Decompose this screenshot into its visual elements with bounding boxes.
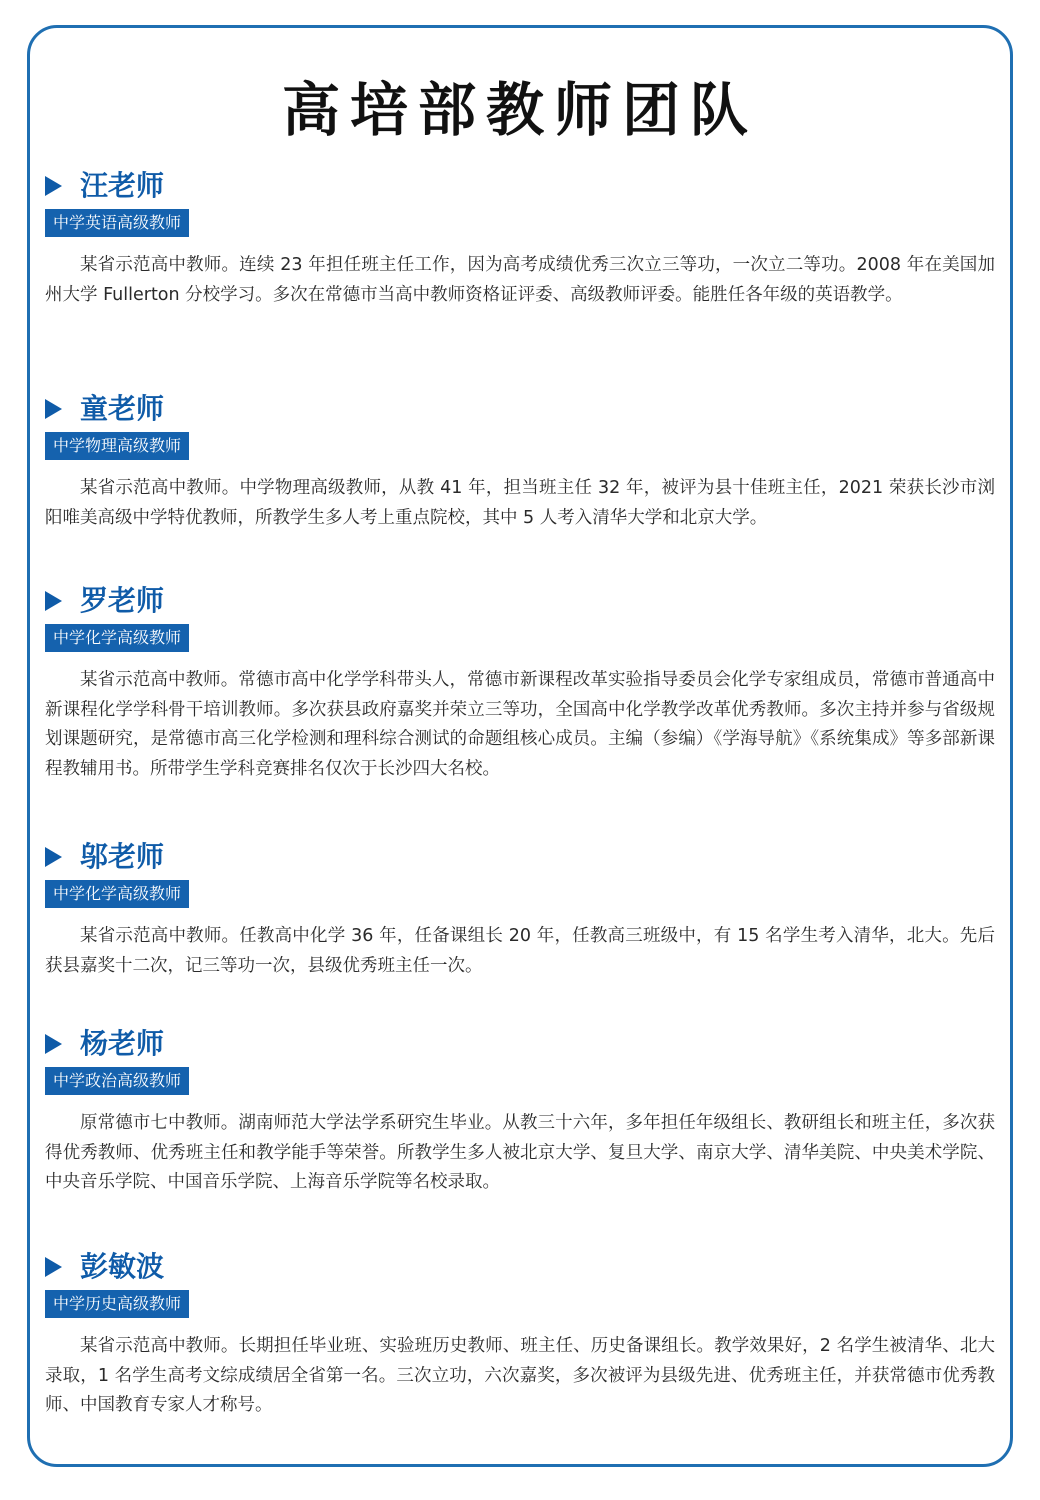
teacher-header [45,1023,995,1065]
teacher-card [45,388,995,533]
teacher-name: 童老师 [80,392,165,425]
teacher-bio: 原常德市七中教师。湖南师范大学法学系研究生毕业。从教三十六年，多年担任年级组长、教研组长和班主任，多次获得优秀教师、优秀班主任和教学能手等荣誉。所教学生多人被北京大学、复旦大学、南京大学、清华美院、中央美术学院、中央音乐学院、中国音乐学院、上海音乐学院等名校录取。 [45,1113,995,1192]
teacher-title-badge: 中学英语高级教师 [45,209,189,237]
teacher-name: 彭敏波 [80,1250,165,1283]
teacher-card [45,1023,995,1198]
teacher-bio: 某省示范高中教师。任教高中化学 36 年，任备课组长 20 年，任教高三班级中，有 15 名学生考入清华，北大。先后获县嘉奖十二次，记三等功一次，县级优秀班主任一次。 [45,926,995,976]
teacher-bio: 某省示范高中教师。连续 23 年担任班主任工作，因为高考成绩优秀三次立三等功，一次立二等功。2008 年在美国加州大学 Fullerton 分校学习。多次在常德市当高中教师资格证评委、高级教师评委。能胜任各年级的英语教学。 [45,255,995,305]
teacher-title-badge: 中学政治高级教师 [45,1067,189,1095]
play-arrow-icon [45,591,62,611]
play-arrow-icon [45,1034,62,1054]
teacher-name: 汪老师 [80,169,165,202]
teacher-header [45,388,995,430]
teacher-bio: 某省示范高中教师。中学物理高级教师，从教 41 年，担当班主任 32 年，被评为县十佳班主任，2021 荣获长沙市浏阳唯美高级中学特优教师，所教学生多人考上重点院校，其中 5 人考入清华大学和北京大学。 [45,478,995,528]
play-arrow-icon [45,847,62,867]
teacher-header [45,165,995,207]
play-arrow-icon [45,176,62,196]
teacher-card [45,836,995,981]
teacher-name: 罗老师 [80,584,165,617]
teacher-title-badge: 中学化学高级教师 [45,624,189,652]
teacher-name: 邬老师 [80,840,165,873]
teacher-title-badge: 中学物理高级教师 [45,432,189,460]
teacher-header [45,1246,995,1288]
teacher-bio: 某省示范高中教师。长期担任毕业班、实验班历史教师、班主任、历史备课组长。教学效果好，2 名学生被清华、北大录取，1 名学生高考文综成绩居全省第一名。三次立功，六次嘉奖，多次被评为县级先进、优秀班主任，并获常德市优秀教师、中国教育专家人才称号。 [45,1336,995,1415]
teacher-header [45,580,995,622]
play-arrow-icon [45,399,62,419]
teacher-card [45,580,995,784]
teacher-title-badge: 中学化学高级教师 [45,880,189,908]
teacher-card [45,165,995,310]
teacher-card [45,1246,995,1421]
page-title: 高培部教师团队 [281,76,758,144]
teacher-name: 杨老师 [80,1027,165,1060]
teacher-title-badge: 中学历史高级教师 [45,1290,189,1318]
teacher-header [45,836,995,878]
teacher-bio: 某省示范高中教师。常德市高中化学学科带头人，常德市新课程改革实验指导委员会化学专家组成员，常德市普通高中新课程化学学科骨干培训教师。多次获县政府嘉奖并荣立三等功，全国高中化学教学改革优秀教师。多次主持并参与省级规划课题研究，是常德市高三化学检测和理科综合测试的命题组核心成员。主编（参编）《学海导航》《系统集成》等多部新课程教辅用书。所带学生学科竞赛排名仅次于长沙四大名校。 [45,670,995,779]
play-arrow-icon [45,1257,62,1277]
